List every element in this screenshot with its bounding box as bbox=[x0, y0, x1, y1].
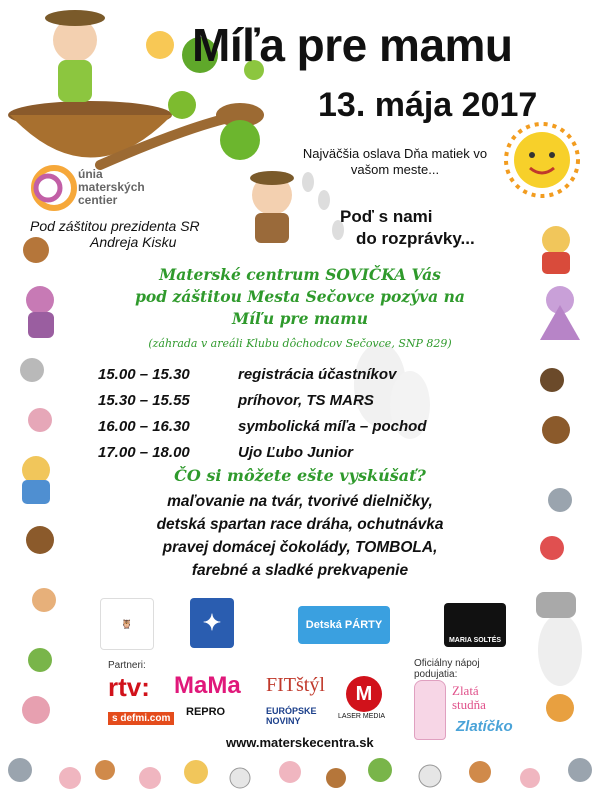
intro-block bbox=[90, 264, 510, 330]
zlata-studna-logo: Zlatá studňa bbox=[452, 683, 486, 712]
zlaticko-logo: Zlatíčko bbox=[456, 718, 513, 735]
schedule-row bbox=[98, 444, 498, 461]
partners-label: Partneri: bbox=[108, 660, 146, 671]
activity-line: detská spartan race dráha, ochutnávka bbox=[156, 516, 444, 533]
patronage bbox=[30, 218, 200, 250]
patronage-line-2: Andreja Kisku bbox=[90, 234, 177, 250]
detska-party-logo: Detská PÁRTY bbox=[298, 606, 390, 644]
umc-line-2: materských bbox=[78, 180, 145, 194]
schedule-time: 15.00 – 15.30 bbox=[98, 366, 190, 383]
sun-icon bbox=[514, 132, 570, 188]
activity-line: pravej domácej čokolády, TOMBOLA, bbox=[162, 539, 438, 556]
umc-logo-text bbox=[78, 168, 145, 207]
left-characters bbox=[20, 237, 56, 724]
activity-line: maľovanie na tvár, tvorivé dielničky, bbox=[167, 493, 433, 510]
schedule-row bbox=[98, 366, 498, 383]
schedule-event: Ujo Ľubo Junior bbox=[238, 444, 353, 461]
activity-line: farebné a sladké prekvapenie bbox=[191, 562, 409, 579]
umc-logo-ring bbox=[36, 176, 60, 200]
ball-icon bbox=[168, 91, 196, 119]
hiker-hat bbox=[250, 171, 294, 185]
sovicka-logo: 🦉 bbox=[100, 598, 154, 650]
website-link[interactable]: www.materskecentra.sk bbox=[226, 735, 374, 750]
bowl-icon bbox=[10, 115, 172, 158]
tagline: Najväčšia oslava Dňa matiek vo vašom meste... bbox=[302, 146, 488, 177]
sun-eye bbox=[529, 152, 535, 158]
maria-soltes-logo: MARIA SOLTÉS bbox=[444, 603, 506, 647]
ball-icon bbox=[146, 31, 174, 59]
hat-icon bbox=[45, 10, 105, 26]
schedule-event: registrácia účastníkov bbox=[238, 366, 397, 383]
invite-slogan bbox=[340, 206, 475, 250]
europske-noviny-logo: EURÓPSKE NOVINY bbox=[266, 706, 317, 726]
footprint-icon bbox=[538, 614, 582, 686]
ball-icon bbox=[220, 120, 260, 160]
rtv-logo: rtv: bbox=[108, 672, 150, 702]
schedule-row bbox=[98, 418, 498, 435]
umc-line-1: únia bbox=[78, 167, 103, 181]
fitstyl-logo: FITštýl bbox=[266, 674, 325, 696]
slogan-line-1: Poď s nami bbox=[340, 207, 433, 226]
schedule-row bbox=[98, 392, 498, 409]
schedule-time: 15.30 – 15.55 bbox=[98, 392, 190, 409]
drink-label bbox=[414, 658, 480, 680]
intro-line: Míľu pre mamu bbox=[232, 309, 368, 328]
activities-list bbox=[95, 490, 505, 582]
intro-line: pod záštitou Mesta Sečovce pozýva na bbox=[135, 287, 465, 306]
intro-line: Materské centrum SOVIČKA Vás bbox=[159, 265, 441, 284]
umc-line-3: centier bbox=[78, 193, 118, 207]
activities-question: ČO si môžete ešte vyskúšať? bbox=[174, 466, 426, 485]
repro-logo: REPRO bbox=[186, 706, 226, 718]
mama-logo: MaMa bbox=[174, 672, 241, 699]
schedule-time: 17.00 – 18.00 bbox=[98, 444, 190, 461]
slogan-line-2: do rozprávky... bbox=[356, 229, 475, 248]
laser-media-logo: LASER MEDIA bbox=[338, 713, 386, 720]
hiker-body bbox=[255, 213, 289, 243]
bottom-animals bbox=[8, 758, 592, 789]
umc-logo-icon bbox=[34, 168, 74, 208]
event-date: 13. mája 2017 bbox=[318, 86, 538, 124]
boy-body bbox=[58, 60, 92, 102]
sun-eye bbox=[549, 152, 555, 158]
schedule-event: príhovor, TS MARS bbox=[238, 392, 374, 409]
schedule-event: symbolická míľa – pochod bbox=[238, 418, 427, 435]
defmi-logo: s defmi.com bbox=[108, 712, 174, 725]
schedule-time: 16.00 – 16.30 bbox=[98, 418, 190, 435]
laser-media-icon: M bbox=[346, 676, 382, 712]
drink-label-line: podujatia: bbox=[414, 669, 458, 680]
page-title: Míľa pre mamu bbox=[192, 19, 513, 71]
drink-label-line: Oficiálny nápoj bbox=[414, 658, 480, 669]
secovce-coat-of-arms-icon: ✦ bbox=[190, 598, 234, 648]
patronage-line-1: Pod záštitou prezidenta SR bbox=[30, 218, 200, 234]
water-bottle-icon bbox=[414, 680, 446, 740]
venue: (záhrada v areáli Klubu dôchodcov Sečovce, SNP 829) bbox=[148, 337, 452, 350]
footprint-icon bbox=[318, 190, 330, 210]
